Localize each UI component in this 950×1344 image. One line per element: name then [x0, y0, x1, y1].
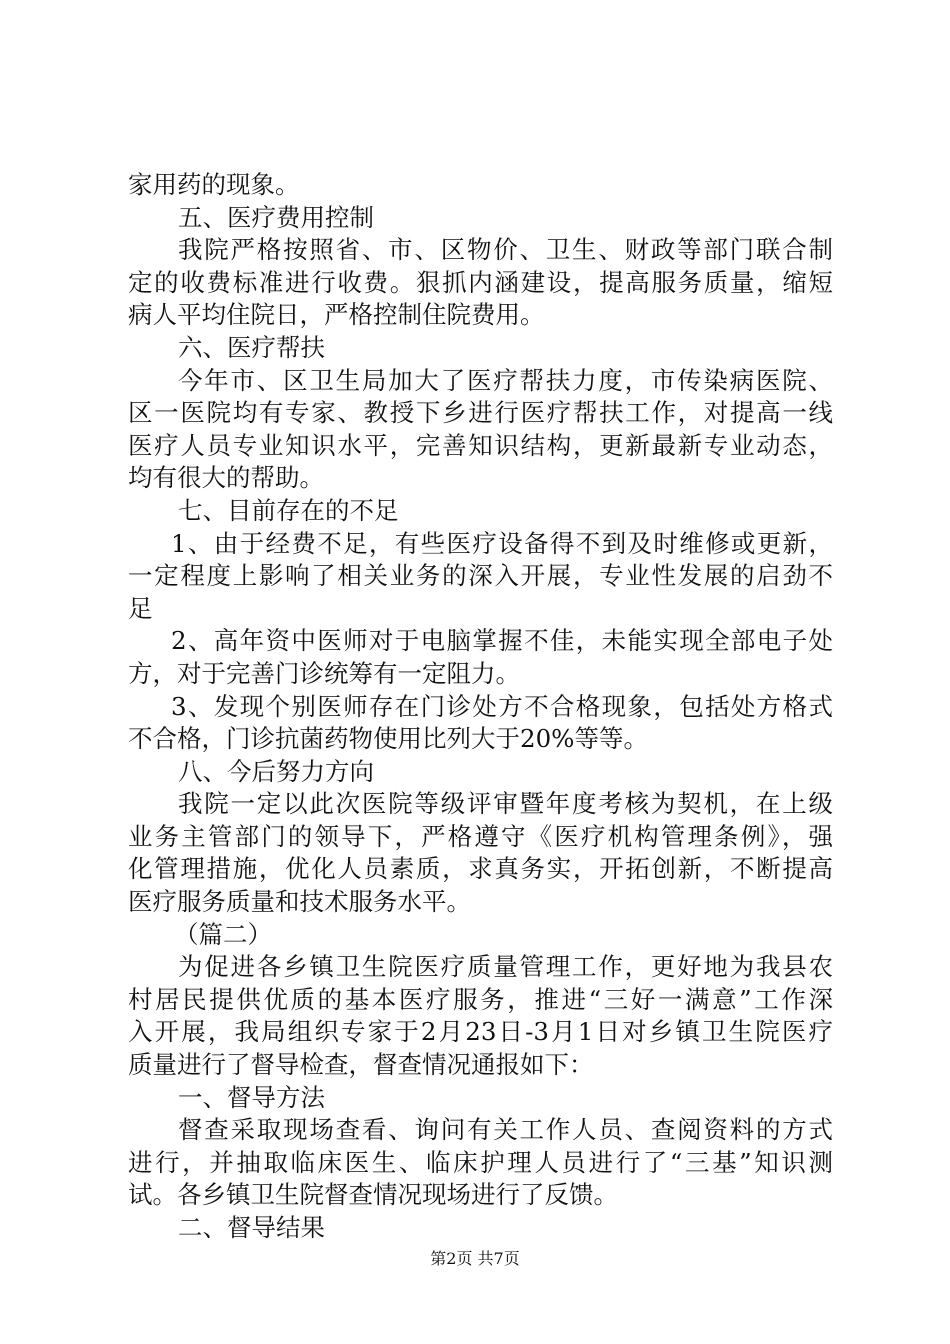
- section-heading: 七、目前存在的不足: [178, 495, 399, 525]
- section-heading: 八、今后努力方向: [178, 756, 374, 786]
- page-number: 第2页 共7页: [430, 1249, 520, 1268]
- text-line: 化管理措施，优化人员素质，求真务实，开拓创新，不断提高: [128, 854, 833, 884]
- text-line: 我院严格按照省、市、区物价、卫生、财政等部门联合制: [178, 235, 833, 265]
- text-line: 定的收费标准进行收费。狠抓内涵建设，提高服务质量，缩短: [128, 267, 833, 297]
- text-line: 方，对于完善门诊统筹有一定阻力。: [128, 658, 520, 688]
- text-line: 3、发现个别医师存在门诊处方不合格现象，包括处方格式: [171, 691, 833, 721]
- section-heading: （篇二）: [174, 919, 272, 949]
- text-line: 督查采取现场查看、询问有关工作人员、查阅资料的方式: [178, 1115, 833, 1145]
- text-line: 质量进行了督导检查，督查情况通报如下：: [128, 1050, 594, 1080]
- text-line: 我院一定以此次医院等级评审暨年度考核为契机，在上级: [178, 789, 833, 819]
- text-line: 试。各乡镇卫生院督查情况现场进行了反馈。: [128, 1180, 618, 1210]
- text-line: 村居民提供优质的基本医疗服务，推进“三好一满意”工作深: [128, 984, 833, 1014]
- text-line: 2、高年资中医师对于电脑掌握不佳，未能实现全部电子处: [171, 626, 833, 656]
- section-heading: 五、医疗费用控制: [178, 202, 374, 232]
- text-line: 家用药的现象。: [128, 170, 300, 199]
- text-line: 为促进各乡镇卫生院医疗质量管理工作，更好地为我县农: [178, 952, 833, 982]
- text-line: 病人平均住院日，严格控制住院费用。: [128, 300, 545, 330]
- text-line: 医疗服务质量和技术服务水平。: [128, 887, 471, 917]
- text-line: 今年市、区卫生局加大了医疗帮扶力度，市传染病医院、: [178, 365, 833, 395]
- text-line: 业务主管部门的领导下，严格遵守《医疗机构管理条例》，强: [128, 821, 833, 851]
- text-line: 一定程度上影响了相关业务的深入开展，专业性发展的启劲不: [128, 561, 833, 591]
- text-line: 入开展，我局组织专家于2月23日-3月1日对乡镇卫生院医疗: [128, 1017, 833, 1047]
- section-heading: 六、医疗帮扶: [178, 332, 325, 362]
- section-heading: 二、督导结果: [178, 1213, 325, 1242]
- text-line: 均有很大的帮助。: [128, 463, 324, 493]
- section-heading: 一、督导方法: [178, 1082, 325, 1112]
- text-line: 进行，并抽取临床医生、临床护理人员进行了“三基”知识测: [128, 1147, 833, 1177]
- document-body: [128, 169, 833, 1245]
- text-line: 区一医院均有专家、教授下乡进行医疗帮扶工作，对提高一线: [128, 398, 833, 428]
- text-line: 不合格，门诊抗菌药物使用比列大于20%等等。: [128, 724, 648, 754]
- text-line: 医疗人员专业知识水平，完善知识结构，更新最新专业动态，: [128, 430, 833, 460]
- text-line: 1、由于经费不足，有些医疗设备得不到及时维修或更新，: [171, 528, 833, 558]
- text-line: 足: [128, 593, 153, 623]
